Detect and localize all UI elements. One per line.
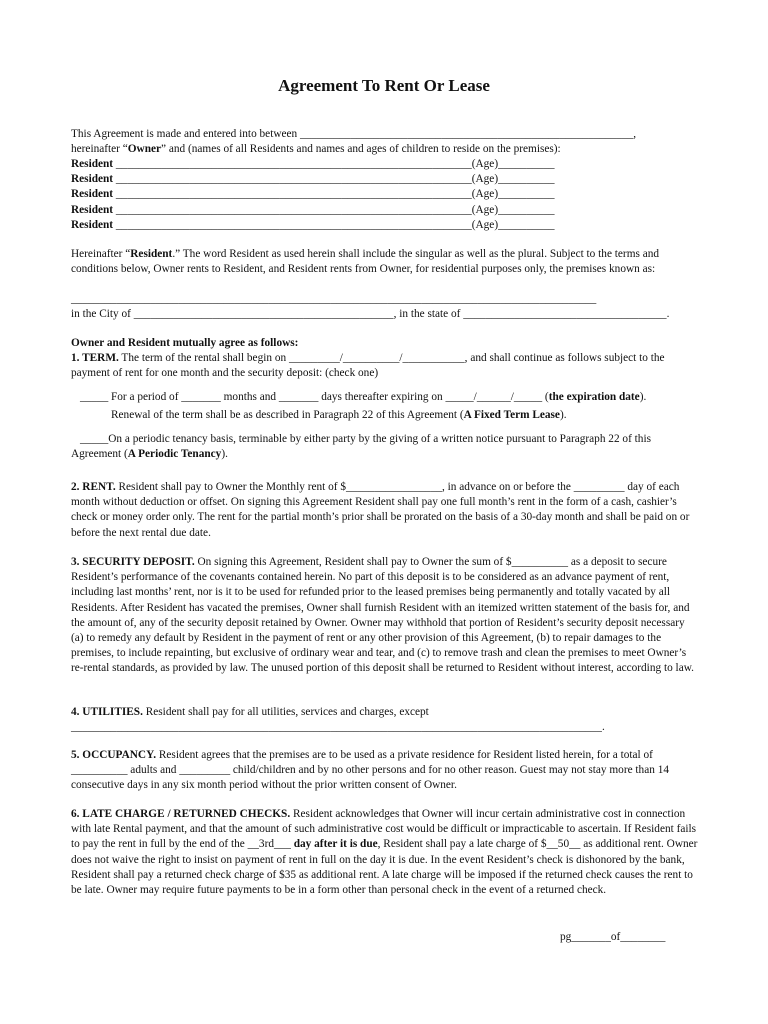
utilities-heading: 4. UTILITIES. [71, 706, 143, 718]
fixed-term-text-end: ). [639, 391, 647, 403]
utilities-paragraph [71, 705, 698, 735]
term-paragraph [71, 351, 698, 381]
document-title: Agreement To Rent Or Lease [278, 76, 490, 95]
resident-label: Resident [71, 188, 114, 201]
resident-row [71, 218, 698, 233]
intro-line-1: This Agreement is made and entered into between ___________________________________________________________, [71, 128, 637, 140]
intro-text-post: ” and (names of all Residents and names and ages of children to reside on the premises): [161, 143, 561, 156]
occupancy-text: Resident agrees that the premises are to be used as a private residence for Resident listed herein, for a total of __________ adults and _________ child/children and by no other persons and for no other reason. Guest may not stay more than 14 consecutive days in any six month period without the prior written consent of Owner. [71, 749, 669, 792]
resident-row [71, 203, 698, 218]
fixed-term-lease-label: A Fixed Term Lease [463, 409, 560, 421]
security-deposit-paragraph [71, 555, 698, 677]
intro-section [71, 127, 698, 157]
owner-label: Owner [127, 143, 162, 156]
fixed-term-text: For a period of _______ months and _______ days thereafter expiring on _____/______/_____ ( [111, 391, 549, 403]
city-state-line[interactable]: in the City of ______________________________________________, in the state of ____________________________________. [71, 308, 670, 320]
late-charge-heading: 6. LATE CHARGE / RETURNED CHECKS. [71, 808, 291, 820]
late-charge-paragraph [71, 807, 698, 898]
hereinafter-text-post: .” The word Resident as used herein shall include the singular as well as the plural. Subject to the terms and conditions below, Owner rents to Resident, and Resident rents from Owner, for residential purposes only, the premises known as: [71, 248, 660, 276]
mutual-agreement-heading: Owner and Resident mutually agree as follows: [71, 337, 299, 349]
periodic-tenancy-label: A Periodic Tenancy [127, 448, 222, 461]
utilities-line-1 [71, 705, 698, 720]
day-after-due-label: day after it is due [293, 838, 378, 851]
periodic-checkbox-blank[interactable]: _____ [80, 433, 109, 445]
late-charge-text: Resident acknowledges that Owner will incur certain administrative cost in connection with late Rental payment, and that the amount of such administrative cost would be difficult or impracticable to ascertain. If Resident fails to pay the rent in full by the end of the __3rd___ [71, 808, 697, 851]
rent-text: Resident shall pay to Owner the Monthly rent of $_________________, in advance on or before the _________ day of each month without deduction or offset. On signing this Agreement Resident shall pay one full month’s rent in the form of a cash, cashier’s check or money order only. The rent for the partial month’s prior shall be prorated on the basis of a 30-day month and shall be paid on or before the next rental due date. [71, 481, 690, 539]
occupancy-heading: 5. OCCUPANCY. [71, 749, 157, 761]
resident-blank[interactable]: _______________________________________________________________(Age)__________ [115, 188, 555, 201]
term-heading: 1. TERM. [71, 352, 119, 364]
hereinafter-text: Hereinafter “ [71, 248, 131, 260]
resident-label: Resident [71, 203, 114, 216]
fixed-term-checkbox-blank[interactable]: _____ [80, 391, 109, 403]
resident-row [71, 157, 698, 172]
fixed-term-line-2 [111, 408, 701, 423]
fixed-term-line-1 [111, 390, 701, 405]
resident-row [71, 172, 698, 187]
premises-line[interactable]: _____________________________________________________________________________________________ [71, 293, 597, 305]
utilities-text: Resident shall pay for all utilities, services and charges, except [142, 706, 429, 718]
resident-label: Resident [71, 158, 114, 170]
page-number-footer: pg_______of________ [560, 931, 666, 943]
periodic-text: On a periodic tenancy basis, terminable by either party by the giving of a written notice pursuant to Paragraph 22 of this Agreement ( [71, 433, 651, 461]
security-deposit-text: On signing this Agreement, Resident shall pay to Owner the sum of $__________ as a deposit to secure Resident’s performance of the covenants contained herein. No part of this deposit is to be considered as an advance payment of rent, including last months’ rent, nor is it to be used for refunded prior to the leased premises being permanently and totally vacated by all Residents. After Resident has vacated the premises, Owner shall furnish Resident with an itemized written statement of the basis for, and the amount of, any of the security deposit retained by Owner. Owner may withhold that portion of Resident’s security deposit necessary (a) to remedy any default by Resident in the payment of rent or any other provision of this Agreement, (b) to repair damages to the premises, to include repainting, but exclusive of ordinary wear and tear, and (c) to remove trash and clean the premises to meet Owner’s re-rental standards, as provided by law. The unused portion of this deposit shall be returned to Resident without interest, according to law. [71, 556, 694, 675]
intro-text: hereinafter “ [71, 143, 128, 156]
resident-blank[interactable]: _______________________________________________________________(Age)__________ [115, 158, 555, 170]
utilities-blank-line[interactable]: ______________________________________________________________________________________________. [71, 721, 605, 734]
renewal-text-end: ). [559, 409, 567, 421]
security-deposit-heading: 3. SECURITY DEPOSIT. [71, 556, 195, 568]
expiration-date-label: the expiration date [548, 391, 640, 403]
residents-list [71, 157, 698, 233]
occupancy-paragraph [71, 748, 698, 794]
rent-paragraph [71, 480, 698, 541]
resident-row [71, 187, 698, 202]
resident-blank[interactable]: _______________________________________________________________(Age)__________ [115, 218, 555, 231]
resident-definition: Resident [130, 248, 173, 260]
resident-blank[interactable]: _______________________________________________________________(Age)__________ [115, 173, 555, 186]
resident-label: Resident [71, 173, 114, 186]
term-text: The term of the rental shall begin on _________/__________/___________, and shall continue as follows subject to the payment of rent for one month and the security deposit: (check one) [71, 352, 665, 380]
periodic-text-end: ). [221, 448, 228, 461]
resident-blank[interactable]: _______________________________________________________________(Age)__________ [115, 203, 555, 216]
late-charge-text-end: , Resident shall pay a late charge of $__50__ as additional rent. Owner does not waive the right to insist on payment of rent in full on the day it is due. In the event Resident’s check is dishonored by the bank, Resident shall pay a returned check charge of $35 as additional rent. A late charge will be imposed if the returned check causes the rent to be late. Owner may require future payments to be in a form other than personal check in the event of a returned check. [71, 838, 698, 897]
renewal-text: Renewal of the term shall be as described in Paragraph 22 of this Agreement ( [111, 409, 464, 421]
rent-heading: 2. RENT. [71, 481, 116, 493]
intro-line-2 [71, 142, 698, 157]
resident-label: Resident [71, 218, 114, 231]
hereinafter-paragraph [71, 247, 698, 277]
periodic-tenancy-option [71, 432, 698, 462]
